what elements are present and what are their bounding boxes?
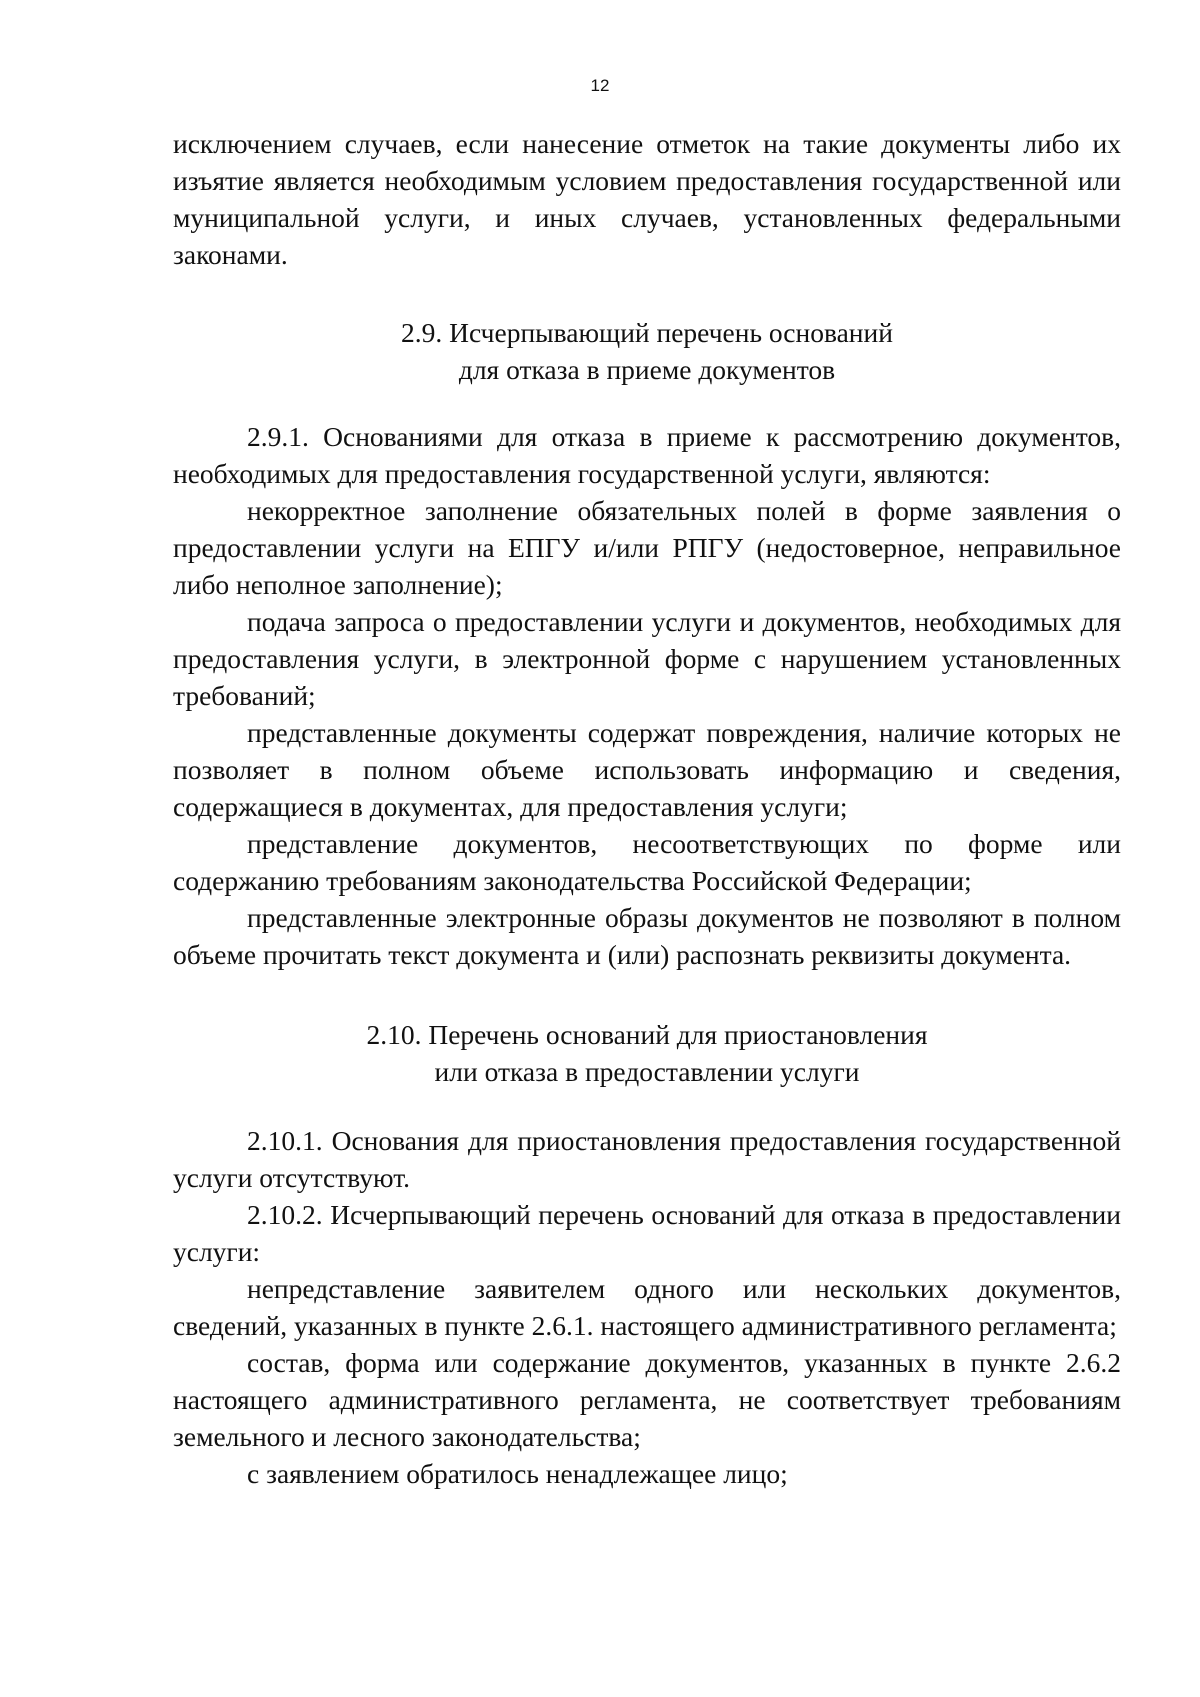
heading-line: 2.9. Исчерпывающий перечень оснований — [401, 317, 893, 348]
heading-line: 2.10. Перечень оснований для приостановления — [366, 1019, 928, 1050]
section-2-10-heading — [173, 1016, 1121, 1090]
paragraph: представленные электронные образы документов не позволяют в полном объеме прочитать текст документа и (или) распознать реквизиты документа. — [173, 902, 1121, 970]
paragraph: непредставление заявителем одного или нескольких документов, сведений, указанных в пункте 2.6.1. настоящего административного регламента; — [173, 1273, 1121, 1341]
paragraph: 2.9.1. Основаниями для отказа в приеме к рассмотрению документов, необходимых для предоставления государственной услуги, являются: — [173, 421, 1121, 489]
paragraph: подача запроса о предоставлении услуги и документов, необходимых для предоставления услуги, в электронной форме с нарушением установленных требований; — [173, 606, 1121, 711]
paragraph: 2.10.2. Исчерпывающий перечень оснований для отказа в предоставлении услуги: — [173, 1199, 1121, 1267]
paragraph: исключением случаев, если нанесение отметок на такие документы либо их изъятие является необходимым условием предоставления государственной или муниципальной услуги, и иных случаев, установленных федеральными законами. — [173, 128, 1121, 270]
paragraph: представленные документы содержат повреждения, наличие которых не позволяет в полном объеме использовать информацию и сведения, содержащиеся в документах, для предоставления услуги; — [173, 717, 1121, 822]
heading-line: или отказа в предоставлении услуги — [434, 1056, 860, 1087]
paragraph: с заявлением обратилось ненадлежащее лицо; — [247, 1458, 788, 1489]
paragraph: представление документов, несоответствующих по форме или содержанию требованиям законодательства Российской Федерации; — [173, 828, 1121, 896]
section-2-9-body — [173, 418, 1121, 973]
paragraph: 2.10.1. Основания для приостановления предоставления государственной услуги отсутствуют. — [173, 1125, 1121, 1193]
paragraph: состав, форма или содержание документов, указанных в пункте 2.6.2 настоящего административного регламента, не соответствует требованиям земельного и лесного законодательства; — [173, 1347, 1121, 1452]
section-2-10-body — [173, 1122, 1121, 1492]
top-paragraph-block — [173, 125, 1121, 273]
paragraph: некорректное заполнение обязательных полей в форме заявления о предоставлении услуги на ЕПГУ и/или РПГУ (недостоверное, неправильное либо неполное заполнение); — [173, 495, 1121, 600]
section-2-9-heading — [173, 314, 1121, 388]
heading-line: для отказа в приеме документов — [458, 354, 836, 385]
page-number: 12 — [590, 76, 610, 95]
